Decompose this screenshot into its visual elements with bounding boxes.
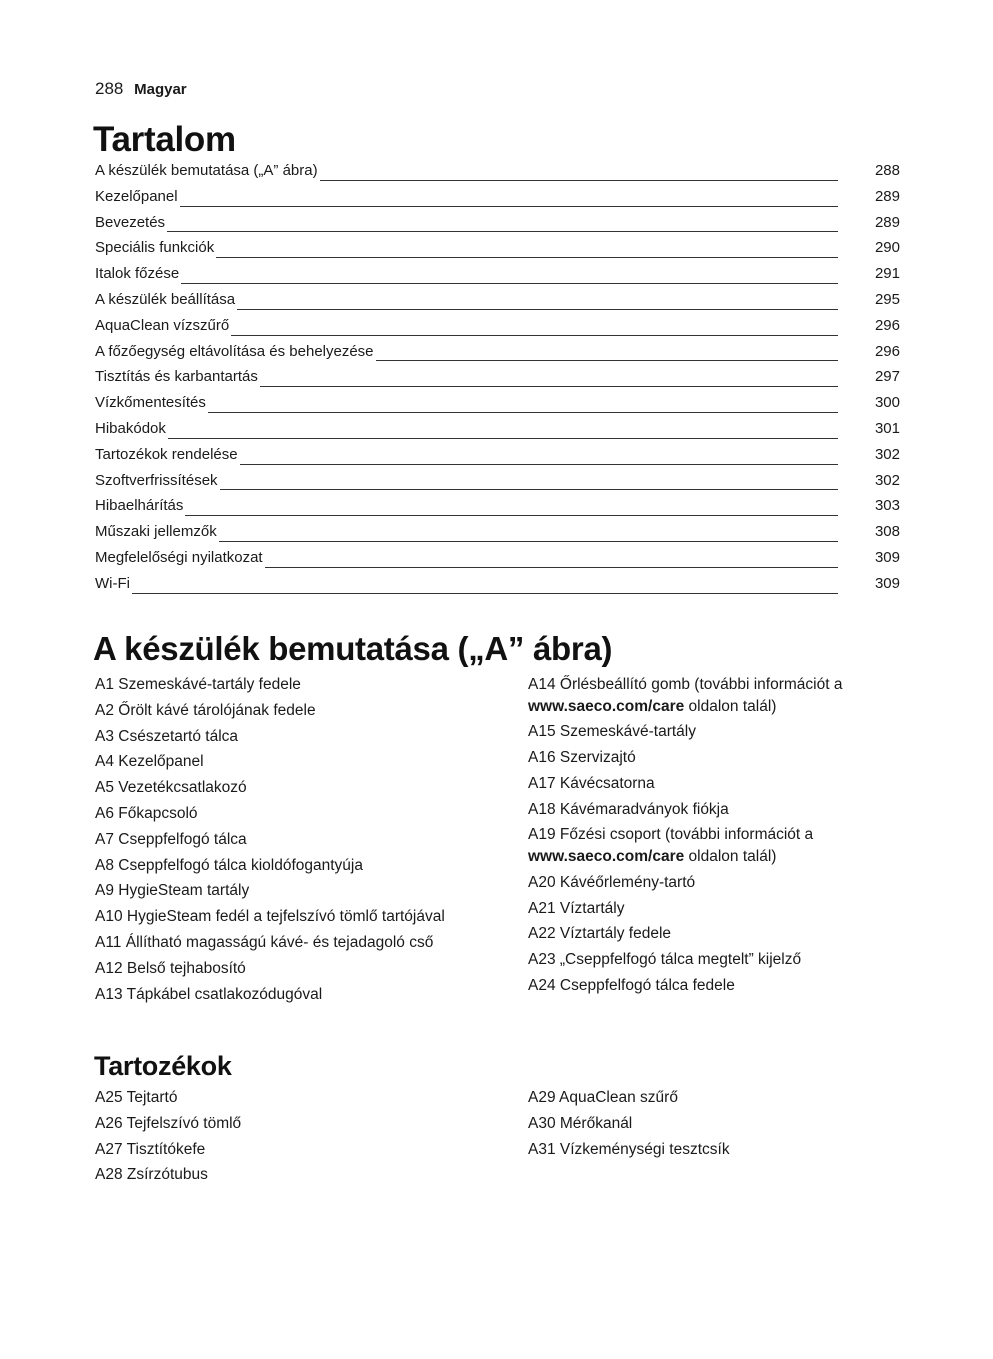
part-item-text: A17 Kávécsatorna bbox=[528, 774, 655, 792]
part-item bbox=[528, 747, 908, 769]
toc-entry-page: 296 bbox=[874, 316, 900, 334]
toc-leader-line bbox=[132, 592, 838, 594]
toc-entry-label: Megfelelőségi nyilatkozat bbox=[95, 548, 263, 566]
toc-entry[interactable] bbox=[95, 162, 900, 188]
toc-leader-line bbox=[219, 540, 838, 542]
accessory-item-text: A26 Tejfelszívó tömlő bbox=[95, 1114, 242, 1132]
toc-entry-label: Italok főzése bbox=[95, 265, 180, 283]
part-item-text: A24 Cseppfelfogó tálca fedele bbox=[528, 976, 735, 994]
part-item-text: A12 Belső tejhabosító bbox=[95, 959, 246, 977]
accessory-item bbox=[528, 1139, 908, 1161]
toc-entry-label: AquaClean vízszűrő bbox=[95, 316, 230, 334]
toc-entry-label: A készülék bemutatása („A” ábra) bbox=[95, 162, 318, 179]
toc-leader-line bbox=[220, 488, 838, 490]
toc-entry[interactable] bbox=[95, 523, 900, 549]
toc-entry-page: 289 bbox=[874, 187, 900, 205]
part-item bbox=[95, 932, 495, 954]
part-item bbox=[528, 824, 908, 867]
toc-entry-page: 288 bbox=[874, 162, 900, 179]
toc-entry-page: 302 bbox=[874, 445, 900, 463]
toc-leader-line bbox=[376, 359, 838, 361]
part-item-text: A21 Víztartály bbox=[528, 899, 625, 917]
part-item bbox=[95, 751, 495, 773]
part-item bbox=[95, 803, 495, 825]
part-item bbox=[528, 799, 908, 821]
part-item bbox=[95, 906, 495, 928]
toc-entry-page: 309 bbox=[874, 574, 900, 592]
toc-entry[interactable] bbox=[95, 394, 900, 420]
part-item-text: A16 Szervizajtó bbox=[528, 749, 636, 767]
part-item bbox=[528, 923, 908, 945]
part-item bbox=[95, 674, 495, 696]
page-number: 288 bbox=[95, 79, 124, 98]
website-link[interactable]: www.saeco.com/care bbox=[528, 847, 685, 865]
toc-entry-label: Speciális funkciók bbox=[95, 239, 215, 257]
part-item-text: A22 Víztartály fedele bbox=[528, 925, 672, 943]
toc-entry-label: Tisztítás és karbantartás bbox=[95, 368, 258, 386]
part-item-text: A9 HygieSteam tartály bbox=[95, 882, 250, 900]
part-item bbox=[95, 777, 495, 799]
toc-entry-label: Vízkőmentesítés bbox=[95, 394, 206, 412]
accessory-item-text: A27 Tisztítókefe bbox=[95, 1140, 206, 1158]
part-item-text-suffix: oldalon talál) bbox=[684, 697, 777, 715]
toc-entry-label: Szoftverfrissítések bbox=[95, 471, 218, 489]
part-item bbox=[528, 898, 908, 920]
toc-entry-page: 289 bbox=[874, 213, 900, 231]
toc-entry[interactable] bbox=[95, 214, 900, 240]
toc-entry-page: 302 bbox=[874, 471, 900, 489]
part-item-text: A11 Állítható magasságú kávé- és tejadagoló cső bbox=[95, 933, 434, 951]
toc-leader-line bbox=[185, 514, 838, 516]
toc-entry-label: Műszaki jellemzők bbox=[95, 523, 217, 541]
website-link[interactable]: www.saeco.com/care bbox=[528, 697, 685, 715]
toc-entry-page: 295 bbox=[874, 290, 900, 308]
toc-entry-page: 291 bbox=[874, 265, 900, 283]
part-item bbox=[95, 958, 495, 980]
toc-entry-page: 308 bbox=[874, 523, 900, 541]
toc-entry[interactable] bbox=[95, 472, 900, 498]
toc-entry-page: 300 bbox=[874, 394, 900, 412]
accessory-item bbox=[95, 1113, 495, 1135]
overview-title: A készülék bemutatása („A” ábra) bbox=[93, 630, 613, 667]
toc-leader-line bbox=[260, 385, 838, 387]
accessories-list-left bbox=[95, 1087, 495, 1190]
accessories-title: Tartozékok bbox=[94, 1051, 232, 1081]
part-item-text: A4 Kezelőpanel bbox=[95, 753, 204, 771]
toc-entry[interactable] bbox=[95, 549, 900, 575]
part-item-text: A2 Őrölt kávé tárolójának fedele bbox=[95, 701, 316, 719]
part-item bbox=[528, 721, 908, 743]
accessory-item bbox=[528, 1113, 908, 1135]
part-item-text: A20 Kávéőrlemény-tartó bbox=[528, 873, 696, 891]
part-item bbox=[95, 855, 495, 877]
toc-leader-line bbox=[180, 205, 838, 207]
accessories-list-right bbox=[528, 1087, 908, 1164]
overview-list-right bbox=[528, 674, 908, 1001]
toc-leader-line bbox=[181, 282, 838, 284]
toc-entry-label: Hibakódok bbox=[95, 419, 166, 437]
overview-list-left bbox=[95, 674, 495, 1009]
toc-entry-page: 296 bbox=[874, 342, 900, 360]
part-item-text: A23 „Cseppfelfogó tálca megtelt” kijelző bbox=[528, 951, 802, 969]
part-item-text: A14 Őrlésbeállító gomb (további információt a bbox=[528, 676, 843, 693]
part-item-text: A6 Főkapcsoló bbox=[95, 804, 198, 822]
accessory-item bbox=[95, 1164, 495, 1186]
part-item-text: A15 Szemeskávé-tartály bbox=[528, 723, 696, 741]
part-item-text: A19 Főzési csoport (további információt a bbox=[528, 826, 814, 844]
part-item bbox=[95, 726, 495, 748]
toc-leader-line bbox=[216, 256, 838, 258]
toc-leader-line bbox=[167, 230, 838, 232]
toc-entry-label: A főzőegység eltávolítása és behelyezése bbox=[95, 342, 374, 360]
toc-entry-label: Wi-Fi bbox=[95, 574, 130, 592]
part-item-text: A18 Kávémaradványok fiókja bbox=[528, 800, 729, 818]
toc-entry[interactable] bbox=[95, 265, 900, 291]
toc-entry[interactable] bbox=[95, 239, 900, 265]
toc-entry[interactable] bbox=[95, 188, 900, 214]
part-item-text: A5 Vezetékcsatlakozó bbox=[95, 779, 247, 797]
toc-leader-line bbox=[237, 308, 838, 310]
toc-entry[interactable] bbox=[95, 497, 900, 523]
part-item-text: A13 Tápkábel csatlakozódugóval bbox=[95, 985, 323, 1003]
toc-entry[interactable] bbox=[95, 446, 900, 472]
part-item bbox=[528, 773, 908, 795]
page-header bbox=[95, 79, 187, 99]
toc-title: Tartalom bbox=[93, 120, 236, 159]
toc-entry[interactable] bbox=[95, 343, 900, 369]
part-item-text: A8 Cseppfelfogó tálca kioldófogantyúja bbox=[95, 856, 363, 874]
table-of-contents bbox=[95, 162, 900, 601]
accessory-item-text: A28 Zsírzótubus bbox=[95, 1166, 208, 1184]
part-item-text: A7 Cseppfelfogó tálca bbox=[95, 830, 247, 848]
accessory-item bbox=[528, 1087, 908, 1109]
toc-entry-page: 309 bbox=[874, 548, 900, 566]
part-item bbox=[528, 674, 908, 717]
accessory-item bbox=[95, 1139, 495, 1161]
toc-entry[interactable] bbox=[95, 317, 900, 343]
accessory-item-text: A31 Vízkeménységi tesztcsík bbox=[528, 1140, 730, 1158]
part-item bbox=[95, 880, 495, 902]
toc-entry-label: Hibaelhárítás bbox=[95, 497, 184, 515]
toc-entry-label: Bevezetés bbox=[95, 213, 166, 231]
accessory-item bbox=[95, 1087, 495, 1109]
part-item bbox=[528, 872, 908, 894]
part-item-text-suffix: oldalon talál) bbox=[684, 847, 777, 865]
toc-entry-label: A készülék beállítása bbox=[95, 290, 236, 308]
accessory-item-text: A25 Tejtartó bbox=[95, 1089, 178, 1106]
part-item bbox=[528, 949, 908, 971]
toc-entry[interactable] bbox=[95, 420, 900, 446]
toc-leader-line bbox=[240, 463, 838, 465]
toc-entry[interactable] bbox=[95, 368, 900, 394]
accessory-item-text: A29 AquaClean szűrő bbox=[528, 1089, 678, 1106]
accessory-item-text: A30 Mérőkanál bbox=[528, 1114, 633, 1132]
toc-entry-page: 301 bbox=[874, 419, 900, 437]
toc-entry-page: 297 bbox=[874, 368, 900, 386]
toc-leader-line bbox=[265, 566, 838, 568]
toc-leader-line bbox=[208, 411, 838, 413]
toc-entry-label: Tartozékok rendelése bbox=[95, 445, 238, 463]
part-item bbox=[95, 829, 495, 851]
toc-leader-line bbox=[231, 334, 838, 336]
toc-entry-page: 290 bbox=[874, 239, 900, 257]
part-item bbox=[95, 700, 495, 722]
part-item-text: A1 Szemeskávé-tartály fedele bbox=[95, 676, 301, 693]
part-item-text: A3 Csészetartó tálca bbox=[95, 727, 239, 745]
toc-leader-line bbox=[320, 179, 838, 181]
language-label: Magyar bbox=[134, 81, 187, 98]
toc-entry-page: 303 bbox=[874, 497, 900, 515]
toc-entry-label: Kezelőpanel bbox=[95, 187, 178, 205]
part-item-text: A10 HygieSteam fedél a tejfelszívó tömlő tartójával bbox=[95, 908, 445, 926]
part-item bbox=[95, 984, 495, 1006]
part-item bbox=[528, 975, 908, 997]
toc-entry[interactable] bbox=[95, 291, 900, 317]
toc-entry[interactable] bbox=[95, 575, 900, 601]
toc-leader-line bbox=[168, 437, 838, 439]
